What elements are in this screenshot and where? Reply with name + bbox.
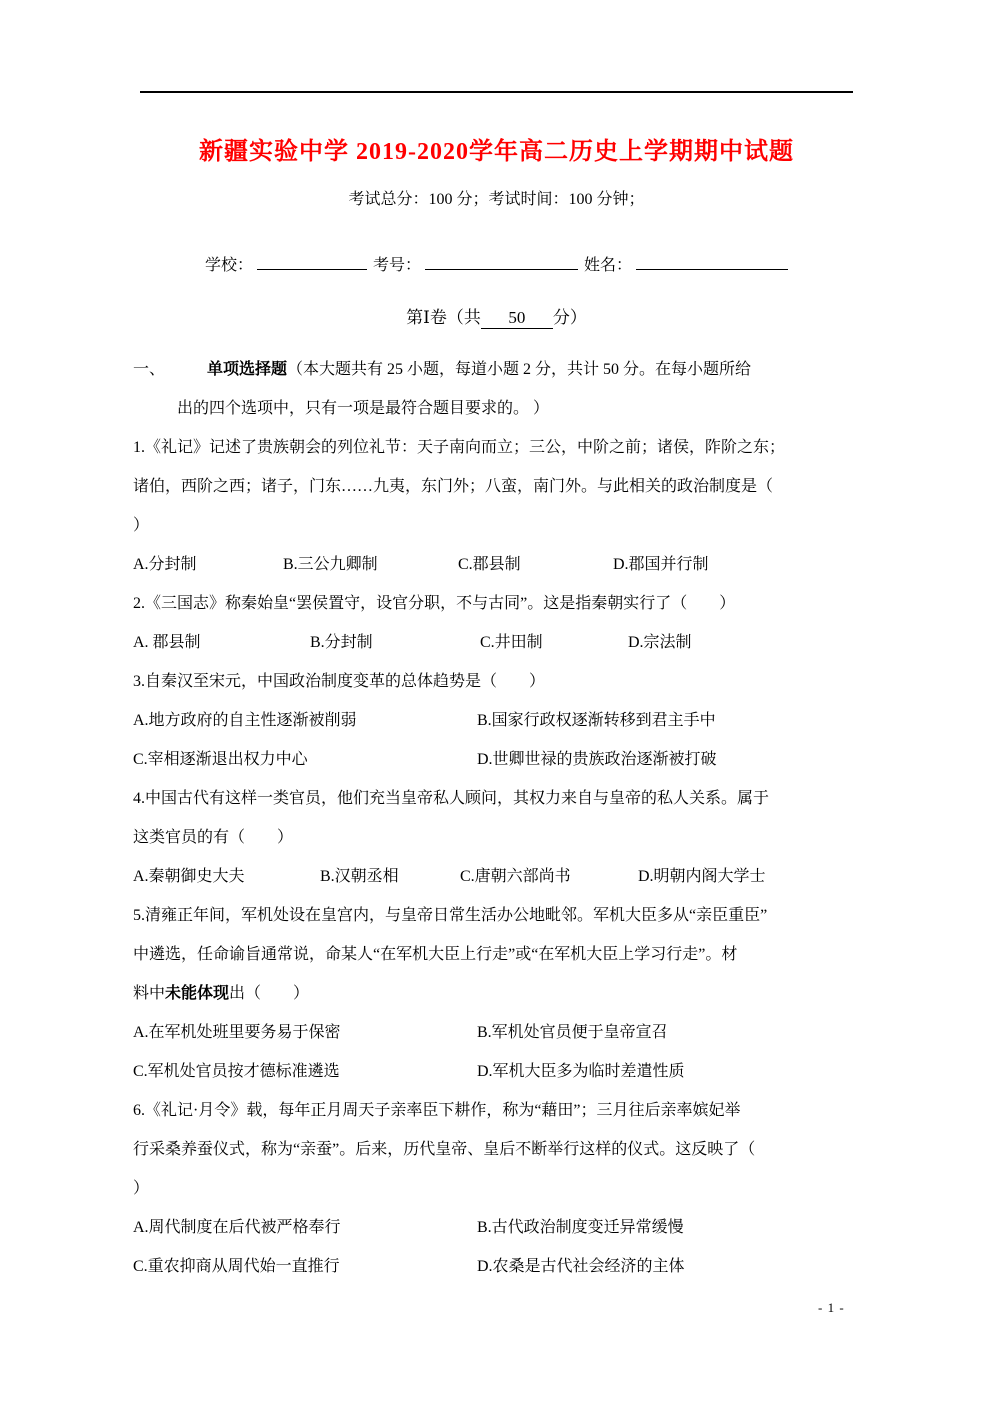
q2-options xyxy=(133,623,865,662)
q1-line2: 诸伯，西阶之西；诸子，门东……九夷，东门外；八蛮，南门外。与此相关的政治制度是（ xyxy=(133,478,774,495)
q5-options-cd xyxy=(133,1052,865,1091)
q4-line1: 4.中国古代有这样一类官员，他们充当皇帝私人顾问，其权力来自与皇帝的私人关系。属于 xyxy=(133,790,770,807)
name-label: 姓名： xyxy=(584,257,633,274)
question-body xyxy=(133,350,865,1286)
q1-option-b: B.三公九卿制 xyxy=(283,556,378,573)
q4-option-d: D.明朝内阁大学士 xyxy=(638,868,766,885)
q5-line3-post: 出（ ） xyxy=(229,985,310,1002)
q4-options xyxy=(133,857,865,896)
q4-option-b: B.汉朝丞相 xyxy=(320,868,399,885)
q3-line1: 3.自秦汉至宋元，中国政治制度变革的总体趋势是（ ） xyxy=(133,673,546,690)
q3-options-ab xyxy=(133,701,865,740)
q6-line3: ） xyxy=(133,1180,150,1197)
q6-option-a: A.周代制度在后代被严格奉行 xyxy=(133,1219,341,1236)
q3-option-c: C.宰相逐渐退出权力中心 xyxy=(133,751,308,768)
q1-option-c: C.郡县制 xyxy=(458,556,521,573)
school-blank xyxy=(257,252,367,270)
q6-line2: 行采桑养蚕仪式，称为“亲蚕”。后来，历代皇帝、皇后不断举行这样的仪式。这反映了（ xyxy=(133,1141,756,1158)
q5-line3-bold: 未能体现 xyxy=(165,985,230,1002)
header-rule xyxy=(140,91,853,93)
q3-option-b: B.国家行政权逐渐转移到君主手中 xyxy=(477,712,716,729)
q5-option-a: A.在军机处班里要务易于保密 xyxy=(133,1024,341,1041)
q5-option-b: B.军机处官员便于皇帝宣召 xyxy=(477,1024,668,1041)
q2-option-a: A. 郡县制 xyxy=(133,634,201,651)
q5-line3 xyxy=(133,974,865,1013)
q6-line1: 6.《礼记·月令》载，每年正月周天子亲率臣下耕作，称为“藉田”；三月往后亲率嫔妃举 xyxy=(133,1102,741,1119)
page-number: - 1 - xyxy=(818,1300,845,1315)
q6-option-c: C.重农抑商从周代始一直推行 xyxy=(133,1258,340,1275)
page-title: 新疆实验中学 2019-2020学年高二历史上学期期中试题 xyxy=(199,139,794,165)
q5-line3-pre: 料中 xyxy=(133,985,166,1002)
part1-title: 单项选择题 xyxy=(207,361,288,378)
q4-line2: 这类官员的有（ ） xyxy=(133,829,294,846)
name-blank xyxy=(636,252,788,270)
q5-option-c: C.军机处官员按才德标准遴选 xyxy=(133,1063,340,1080)
section1-heading-post: 分） xyxy=(552,308,587,327)
q2-line1: 2.《三国志》称秦始皇“罢侯置守，设官分职，不与古同”。这是指秦朝实行了（ ） xyxy=(133,595,736,612)
exam-info-line: 考试总分：100 分；考试时间：100 分钟； xyxy=(348,191,645,208)
q5-options-ab xyxy=(133,1013,865,1052)
q6-options-cd xyxy=(133,1247,865,1286)
q2-option-c: C.井田制 xyxy=(480,634,543,651)
q1-options xyxy=(133,545,865,584)
q6-options-ab xyxy=(133,1208,865,1247)
q2-option-d: D.宗法制 xyxy=(628,634,692,651)
q2-option-b: B.分封制 xyxy=(310,634,373,651)
q1-option-a: A.分封制 xyxy=(133,556,197,573)
section1-heading-pre: 第Ⅰ卷（共 xyxy=(406,308,481,327)
part1-desc: （本大题共有 25 小题，每道小题 2 分，共计 50 分。在每小题所给 xyxy=(287,361,752,378)
q5-line2: 中遴选，任命谕旨通常说，命某人“在军机大臣上行走”或“在军机大臣上学习行走”。材 xyxy=(133,946,738,963)
part1-number: 一、 xyxy=(133,361,166,378)
q3-options-cd xyxy=(133,740,865,779)
exam-no-label: 考号： xyxy=(373,257,422,274)
part1-header-line1 xyxy=(133,350,865,389)
student-info-row xyxy=(205,252,788,275)
school-label: 学校： xyxy=(205,257,254,274)
q5-line1: 5.清雍正年间，军机处设在皇宫内，与皇帝日常生活办公地毗邻。军机大臣多从“亲臣重臣” xyxy=(133,907,768,924)
q3-option-a: A.地方政府的自主性逐渐被削弱 xyxy=(133,712,357,729)
q6-option-b: B.古代政治制度变迁异常缓慢 xyxy=(477,1219,684,1236)
q3-option-d: D.世卿世禄的贵族政治逐渐被打破 xyxy=(477,751,717,768)
q1-line1: 1.《礼记》记述了贵族朝会的列位礼节：天子南向而立；三公，中阶之前；诸侯，阼阶之东； xyxy=(133,439,786,456)
section1-score: 50 xyxy=(481,308,553,329)
section1-heading xyxy=(0,303,993,329)
q1-line3: ） xyxy=(133,517,150,534)
q4-option-a: A.秦朝御史大夫 xyxy=(133,868,245,885)
q1-option-d: D.郡国并行制 xyxy=(613,556,709,573)
exam-no-blank xyxy=(425,252,578,270)
part1-header-line2: 出的四个选项中，只有一项是最符合题目要求的。 ） xyxy=(177,400,550,417)
q4-option-c: C.唐朝六部尚书 xyxy=(460,868,571,885)
q6-option-d: D.农桑是古代社会经济的主体 xyxy=(477,1258,685,1275)
q5-option-d: D.军机大臣多为临时差遣性质 xyxy=(477,1063,685,1080)
